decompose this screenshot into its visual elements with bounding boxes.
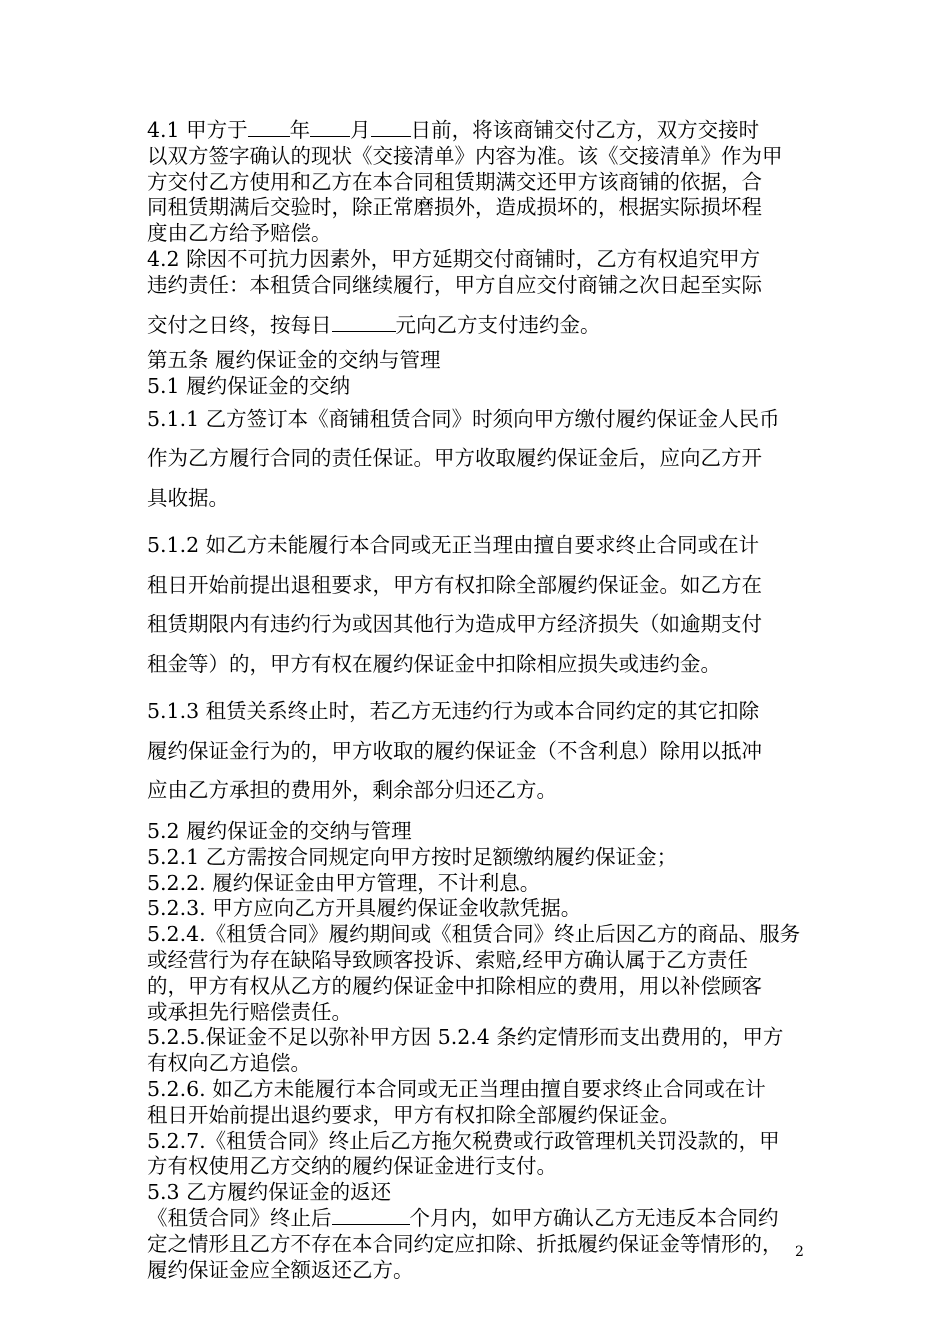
text-line: 或承担先行赔偿责任。 xyxy=(147,999,352,1024)
clause-5-3-line-1: 《租赁合同》终止后 个月内，如甲方确认乙方无违反本合同约 xyxy=(147,1205,779,1230)
clause-5-2-5 xyxy=(147,1025,813,1077)
text-line: 有权向乙方追偿。 xyxy=(147,1051,311,1076)
blank-day xyxy=(371,118,411,137)
clause-5-3-body xyxy=(147,1206,813,1283)
section-5-1-heading: 5.1 履约保证金的交纳 xyxy=(147,374,351,399)
text-line: 定之情形且乙方不存在本合同约定应扣除、折抵履约保证金等情形的， xyxy=(147,1231,783,1256)
text-line: 应由乙方承担的费用外，剩余部分归还乙方。 xyxy=(147,778,557,803)
text-line: 5.1.1 乙方签订本《商铺租赁合同》时须向甲方缴付履约保证金人民币 xyxy=(147,406,780,431)
text-line: 同租赁期满后交验时，除正常磨损外，造成损坏的，根据实际损坏程 xyxy=(147,195,762,220)
clause-4-2-line-3: 交付之日终，按每日 元向乙方支付违约金。 xyxy=(147,312,601,337)
text-line: 5.2.4.《租赁合同》履约期间或《租赁合同》终止后因乙方的商品、服务 xyxy=(147,922,801,947)
clause-4-1-line-1: 4.1 甲方于 年 月 日前，将该商铺交付乙方，双方交接时 xyxy=(147,118,760,142)
text-line: 租赁期限内有违约行为或因其他行为造成甲方经济损失（如逾期支付 xyxy=(147,612,762,637)
clause-5-1-3 xyxy=(147,692,813,811)
text-line: 的，甲方有权从乙方的履约保证金中扣除相应的费用，用以补偿顾客 xyxy=(147,973,762,998)
blank-months xyxy=(332,1206,410,1225)
clause-5-2-4 xyxy=(147,922,813,1025)
blank-daily-amount xyxy=(332,313,396,332)
text-line: 履约保证金应全额返还乙方。 xyxy=(147,1257,414,1282)
clause-5-2-2: 5.2.2. 履约保证金由甲方管理，不计利息。 xyxy=(147,870,541,895)
section-5-3-heading: 5.3 乙方履约保证金的返还 xyxy=(147,1180,392,1205)
text-line: 5.2.5.保证金不足以弥补甲方因 5.2.4 条约定情形而支出费用的，甲方 xyxy=(147,1025,784,1050)
document-page xyxy=(147,118,813,1283)
text-line: 以双方签字确认的现状《交接清单》内容为准。该《交接清单》作为甲 xyxy=(147,143,783,168)
text-line: 方交付乙方使用和乙方在本合同租赁期满交还甲方该商铺的依据，合 xyxy=(147,169,762,194)
clause-5-2-7 xyxy=(147,1129,813,1181)
text-line: 5.2.7.《租赁合同》终止后乙方拖欠税费或行政管理机关罚没款的，甲 xyxy=(147,1128,780,1153)
text-line: 租日开始前提出退约要求，甲方有权扣除全部履约保证金。 xyxy=(147,1102,680,1127)
text-line: 租日开始前提出退租要求，甲方有权扣除全部履约保证金。如乙方在 xyxy=(147,572,762,597)
clause-5-1-2 xyxy=(147,526,813,684)
article-5-title: 第五条 履约保证金的交纳与管理 xyxy=(147,348,441,373)
clause-5-2-6 xyxy=(147,1077,813,1129)
clause-4-2 xyxy=(147,247,813,338)
text-line: 5.1.2 如乙方未能履行本合同或无正当理由擅自要求终止合同或在计 xyxy=(147,533,760,558)
blank-month xyxy=(310,118,350,137)
clause-5-2-3: 5.2.3. 甲方应向乙方开具履约保证金收款凭据。 xyxy=(147,896,582,921)
page-number: 2 xyxy=(795,1244,804,1260)
text-line: 具收据。 xyxy=(147,485,229,510)
text-line: 度由乙方给予赔偿。 xyxy=(147,221,332,246)
text-line: 租金等）的，甲方有权在履约保证金中扣除相应损失或违约金。 xyxy=(147,651,721,676)
text-line: 履约保证金行为的，甲方收取的履约保证金（不含利息）除用以抵冲 xyxy=(147,738,762,763)
text-line: 4.2 除因不可抗力因素外，甲方延期交付商铺时，乙方有权追究甲方 xyxy=(147,246,761,271)
text-line: 违约责任：本租赁合同继续履行，甲方自应交付商铺之次日起至实际 xyxy=(147,272,762,297)
text-line: 5.2.6. 如乙方未能履行本合同或无正当理由擅自要求终止合同或在计 xyxy=(147,1076,766,1101)
clause-4-1 xyxy=(147,118,813,247)
text-line: 或经营行为存在缺陷导致顾客投诉、索赔,经甲方确认属于乙方责任 xyxy=(147,947,749,972)
text-line: 作为乙方履行合同的责任保证。甲方收取履约保证金后，应向乙方开 xyxy=(147,446,762,471)
text-line: 5.1.3 租赁关系终止时，若乙方无违约行为或本合同约定的其它扣除 xyxy=(147,699,760,724)
blank-year xyxy=(248,118,290,137)
clause-5-1-1 xyxy=(147,400,813,519)
section-5-2-heading: 5.2 履约保证金的交纳与管理 xyxy=(147,818,412,843)
text-line: 方有权使用乙方交纳的履约保证金进行支付。 xyxy=(147,1154,557,1179)
clause-5-2-1: 5.2.1 乙方需按合同规定向甲方按时足额缴纳履约保证金； xyxy=(147,844,678,869)
